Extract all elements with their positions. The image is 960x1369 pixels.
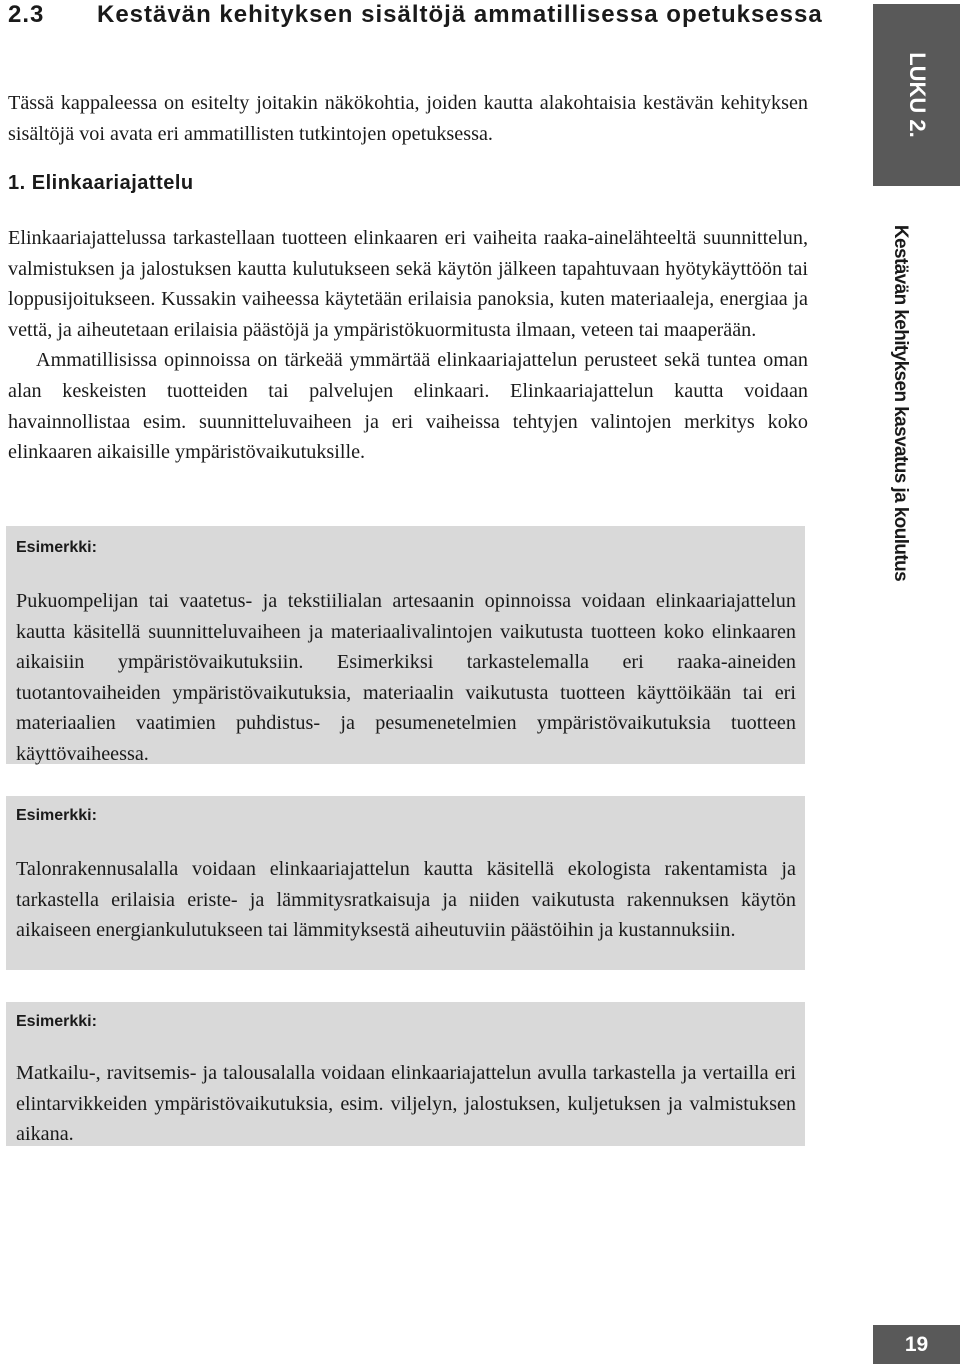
example-box <box>6 796 805 970</box>
chapter-tab <box>873 4 960 186</box>
page-number: 19 <box>873 1325 960 1364</box>
body-paragraph: Ammatillisissa opinnoissa on tärkeää ymmärtää elinkaariajattelun perusteet sekä tuntea oman alan keskeisten tuotteiden tai palvelujen elinkaari. Elinkaariajattelun kautta voidaan havainnollistaa esim. suunnitteluvaiheen ja eri vaiheissa tehtyjen valintojen merkitys koko elinkaaren aikaisille ympäristövaikutuksille. <box>8 349 808 464</box>
body-paragraph: Elinkaariajattelussa tarkastellaan tuotteen elinkaaren eri vaiheita raaka-ainelähteeltä suunnittelun, valmistuksen ja jalostuksen kautta kulutukseen sekä käytön jälkeen tapahtuvaan hyötykäyttöön tai loppusijoitukseen. Kussakin vaiheessa käytetään erilaisia panoksia, kuten materiaaleja, energiaa ja vettä, ja aiheutetaan erilaisia päästöjä ja ympäristökuormitusta ilmaan, veteen tai maaperään. <box>8 227 808 341</box>
subsection-body <box>8 223 808 468</box>
sidebar-title <box>870 210 930 596</box>
example-text: Matkailu-, ravitsemis- ja talousalalla voidaan elinkaariajattelun avulla tarkastella ja vertailla eri elintarvikkeiden ympäristövaikutuksia, esim. viljelyn, jalostuksen, kuljetuksen ja valmistuksen aikana. <box>16 1062 796 1146</box>
sidebar-title-text: Kestävän kehityksen kasvatus ja koulutus <box>890 224 911 582</box>
subsection-title: 1. Elinkaariajattelu <box>8 172 194 194</box>
example-label: Esimerkki: <box>16 807 97 824</box>
section-number: 2.3 <box>8 1 45 28</box>
chapter-label: LUKU 2. <box>904 52 930 138</box>
example-text: Talonrakennusalalla voidaan elinkaariajattelun kautta käsitellä ekologista rakentamista ja tarkastella erilaisia eriste- ja lämmitysratkaisuja ja niiden vaikutusta rakennuksen käytön aikaiseen energiankulutukseen tai lämmityksestä aiheutuviin päästöihin ja kustannuksiin. <box>16 858 796 942</box>
intro-paragraph: Tässä kappaleessa on esitelty joitakin näkökohtia, joiden kautta alakohtaisia kestävän kehityksen sisältöjä voi avata eri ammatillisten tutkintojen opetuksessa. <box>8 92 808 145</box>
section-title: Kestävän kehityksen sisältöjä ammatillisessa opetuksessa <box>97 1 823 28</box>
section-heading <box>8 0 828 30</box>
example-text: Pukuompelijan tai vaatetus- ja tekstiilialan artesaanin opinnoissa voidaan elinkaariajattelun kautta käsitellä suunnitteluvaiheen ja materiaalivalintojen vaikutusta tuotteen koko elinkaaren aikaisiin ympäristövaikutuksiin. Esimerkiksi tarkastelemalla eri raaka-aineiden tuotantovaiheiden ympäristövaikutuksia, materiaalin vaikutusta tuotteen käyttöikään tai eri materiaalien vaatimien puhdistus- ja pesumenetelmien ympäristövaikutuksia tuotteen käyttövaiheessa. <box>16 590 796 765</box>
example-box <box>6 526 805 764</box>
example-box <box>6 1002 805 1146</box>
example-label: Esimerkki: <box>16 539 97 556</box>
example-label: Esimerkki: <box>16 1013 97 1030</box>
